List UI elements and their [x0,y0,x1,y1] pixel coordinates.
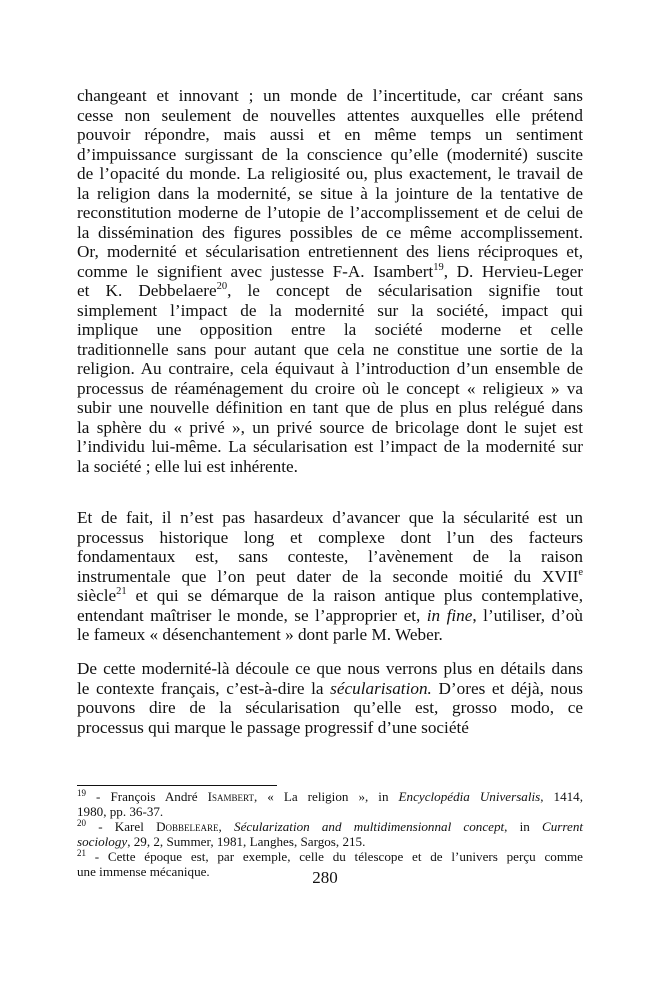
text-run: le contexte français, c’est-à-dire la [77,678,331,698]
text-run: , l’utiliser, d’où [472,605,583,625]
text-line [77,625,583,645]
text-run: , 29, 2, Summer, 1981, Langhes, Sargos, 215. [127,834,366,849]
text-run: simplement l’impact de la modernité sur la société, impact qui [77,300,583,320]
text-line [77,398,583,418]
text-run: cesse non seulement de nouvelles attentes auxquelles elle prétend [77,105,583,125]
text-line [77,164,583,184]
text-line [77,125,583,145]
text-run: Encyclopédia Universalis [398,789,541,804]
text-line [77,262,583,282]
text-line [77,457,583,477]
paragraph-1 [77,86,583,476]
text-run: entendant maîtriser le monde, se l’approprier et, [77,605,427,625]
text-run: d’impuissance surgissant de la conscience qu’elle (modernité) suscite [77,144,583,164]
text-run: Sécularization and multidimensionnal concept [234,819,505,834]
text-line [77,567,583,587]
text-run: , D. Hervieu-Leger [443,261,583,281]
text-line [77,718,583,738]
text-line [77,698,583,718]
footnote-19 [77,789,583,819]
footnote-ref: 21 [116,586,127,597]
text-run: , « La religion », in [253,789,399,804]
text-run: Dobbeleare [156,819,219,834]
text-run: Isambert [207,789,254,804]
text-run: l’individu lui-même. La sécularisation est l’impact de la modernité sur [77,437,583,456]
text-line [77,418,583,438]
text-run: - François André [86,789,208,804]
text-line [77,437,583,457]
footnote-ref: 20 [77,818,86,828]
text-run: implique une opposition entre la société moderne et celle [77,320,583,339]
text-run: religion. Au contraire, cela équivaut à l’introduction d’un ensemble de [77,359,583,378]
text-run: , 1414, [540,789,583,804]
text-line [77,340,583,360]
text-run: reconstitution moderne de l’utopie de l’accomplissement et de celui de [77,203,583,222]
text-run: siècle [77,586,117,605]
text-line [77,359,583,379]
text-run: , in [504,819,543,834]
text-run: D’ores et déjà, nous [431,678,583,698]
text-run: , le concept de sécularisation signifie tout [227,281,584,300]
footnote-ref: 21 [77,848,86,858]
text-run: De cette modernité-là découle ce que nous verrons plus en détails dans [77,659,583,678]
text-run: processus historique long et complexe dont l’un des facteurs [77,527,583,547]
footnote-ref: 19 [433,261,444,273]
text-run: traditionnelle sans pour autant que cela ne constitue une sortie de la [77,339,583,359]
text-run: la dissémination des figures possibles de ce même accomplissement. [77,222,583,242]
text-run: in fine [426,605,473,625]
text-run: Et de fait, il n’est pas hasardeux d’avancer que la sécularité est un [77,508,583,527]
footnote-ref: 19 [77,788,86,798]
text-run: - Cette époque est, par exemple, celle du télescope et de l’univers perçu comme [86,849,583,864]
text-line [77,320,583,340]
text-line [77,301,583,321]
text-line [77,679,583,699]
text-run: de l’opacité du monde. La religiosité ou, plus exactement, le travail de [77,164,583,183]
text-line [77,849,583,864]
text-run: et qui se démarque de la raison antique plus contemplative, [126,586,583,605]
text-run: la société ; elle lui est inhérente. [77,456,298,476]
footnote-20 [77,819,583,849]
text-line [77,804,583,819]
footnote-separator [77,785,277,786]
text-run: fondamentaux est, sans conteste, l’avènement de la raison [77,547,583,566]
text-line [77,223,583,243]
text-run: Current [542,819,584,834]
text-line [77,86,583,106]
text-run: 1980, pp. 36-37. [77,804,164,819]
text-run: comme le signifient avec justesse F-A. Isambert [77,261,434,281]
text-line [77,586,583,606]
paragraph-3 [77,659,583,737]
text-run: une immense mécanique. [77,864,210,879]
text-line [77,242,583,262]
text-run: pouvons dire de la sécularisation qu’elle est, grosso modo, ce [77,698,583,717]
text-line [77,281,583,301]
text-line [77,547,583,567]
text-run: processus qui marque le passage progressif d’une société [77,717,469,737]
text-run: - Karel [86,819,157,834]
text-run: sociology [77,834,128,849]
text-line [77,606,583,626]
text-run: et K. Debbelaere [77,281,217,300]
text-line [77,834,583,849]
text-run: processus de réaménagement du croire où le concept « religieux » va [77,378,583,398]
page-number: 280 [312,868,338,887]
footnote-ref: 20 [216,281,228,292]
text-line [77,145,583,165]
text-run: pouvoir répondre, mais aussi et en même temps un sentiment [77,125,583,144]
text-line [77,789,583,804]
text-run: , [218,819,235,834]
text-run: sécularisation. [330,678,432,698]
text-line [77,203,583,223]
text-run: la religion dans la modernité, se situe à la jointure de la tentative de [77,183,583,203]
footnote-ref: e [578,566,583,578]
footnotes [77,789,583,879]
text-line [77,508,583,528]
text-run: la sphère du « privé », un privé source de bricolage dont le sujet est [77,417,583,437]
text-run: subir une nouvelle définition en tant que de plus en plus relégué dans [77,398,583,417]
text-run: changeant et innovant ; un monde de l’incertitude, car créant sans [77,86,583,105]
text-line [77,528,583,548]
text-run: instrumentale que l’on peut dater de la seconde moitié du XVII [77,566,579,586]
text-line [77,819,583,834]
text-run: Or, modernité et sécularisation entretiennent des liens réciproques et, [77,242,583,261]
paragraph-2 [77,508,583,645]
text-run: le fameux « désenchantement » dont parle M. Weber. [77,625,443,644]
text-line [77,184,583,204]
text-line [77,659,583,679]
text-line [77,106,583,126]
text-line [77,379,583,399]
